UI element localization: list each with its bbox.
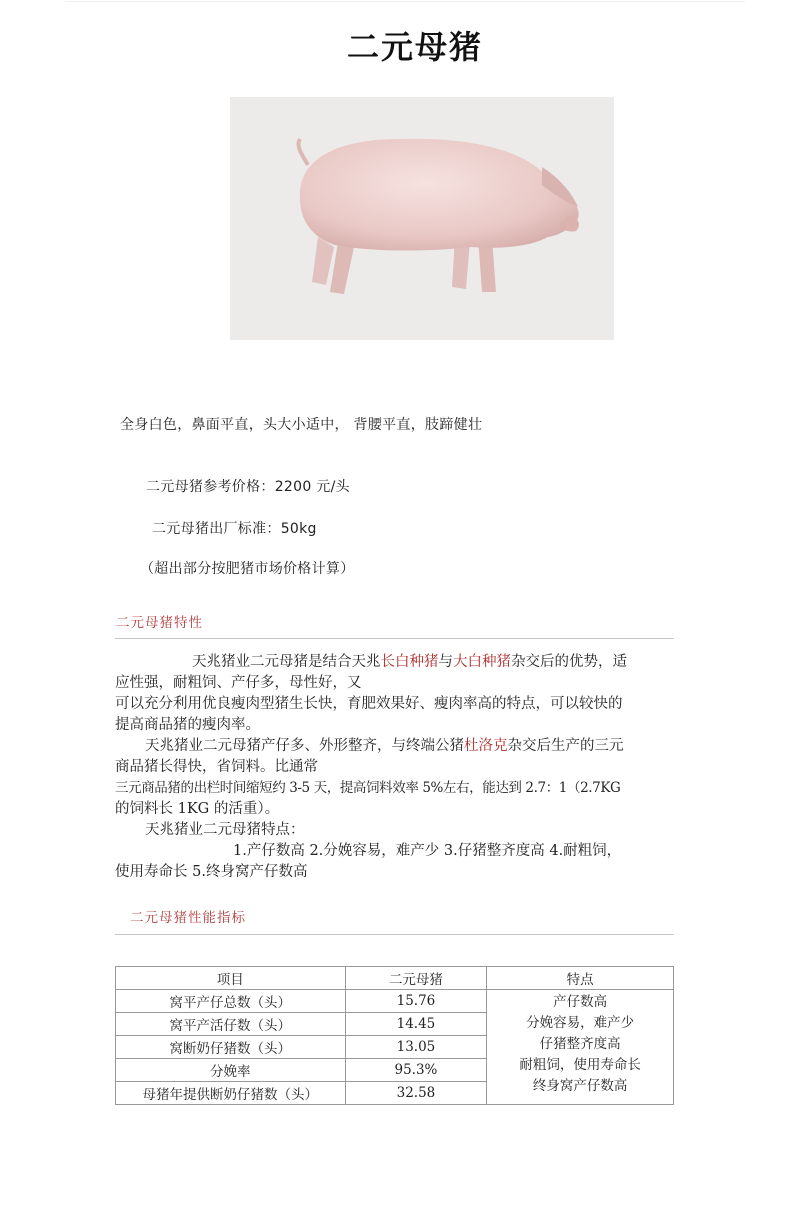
table-cell-item: 母猪年提供断奶仔猪数（头） <box>116 1082 346 1105</box>
performance-table <box>115 966 674 1105</box>
text-line: 应性强，耐粗饲、产仔多，母性好，又 <box>115 675 362 691</box>
pig-illustration <box>230 97 614 340</box>
text-line: 三元商品猪的出栏时间缩短约 3-5 天，提高饲料效率 5%左右，能达到 2.7：1（2.7KG <box>115 780 621 796</box>
pig-photo <box>230 97 614 340</box>
text-line: 天兆猪业二元母猪产仔多、外形整齐，与终端公猪杜洛克杂交后生产的三元 <box>145 738 624 754</box>
section-divider <box>115 638 674 639</box>
table-header: 项目 <box>116 967 346 990</box>
features-text: 全身白色，鼻面平直，头大小适中， 背腰平直，肢蹄健壮 <box>120 417 483 433</box>
text-line: 天兆猪业二元母猪特点： <box>145 822 305 838</box>
text-line: 的饲料长 1KG 的活重）。 <box>115 801 280 817</box>
table-header-row <box>116 967 674 990</box>
feature-line: 终身窝产仔数高 <box>532 1078 628 1094</box>
table-cell-item: 窝断奶仔猪数（头） <box>116 1036 346 1059</box>
table-cell-value: 15.76 <box>345 990 487 1013</box>
highlight-duroc: 杜洛克 <box>464 738 508 754</box>
section-divider <box>115 934 674 935</box>
text-line: 商品猪长得快，省饲料。比通常 <box>115 759 318 775</box>
text-line: 1.产仔数高 2.分娩容易，难产少 3.仔猪整齐度高 4.耐粗饲， <box>233 843 622 859</box>
table-cell-item: 分娩率 <box>116 1059 346 1082</box>
feature-line: 耐粗饲，使用寿命长 <box>519 1057 641 1073</box>
table-cell-value: 95.3% <box>345 1059 487 1082</box>
text-line: 提高商品猪的瘦肉率。 <box>115 717 260 733</box>
table-header: 二元母猪 <box>345 967 487 990</box>
feature-line: 仔猪整齐度高 <box>539 1036 621 1052</box>
table-cell-value: 13.05 <box>345 1036 487 1059</box>
section-title-traits: 二元母猪特性 <box>116 615 203 631</box>
highlight-landrace: 长白种猪 <box>380 654 439 670</box>
top-divider <box>65 1 745 2</box>
feature-line: 产仔数高 <box>553 994 608 1010</box>
highlight-yorkshire: 大白种猪 <box>453 654 511 670</box>
table-cell-item: 窝平产仔总数（头） <box>116 990 346 1013</box>
table-row <box>116 990 674 1013</box>
feature-line: 分娩容易，难产少 <box>526 1015 635 1031</box>
text-line: 使用寿命长 5.终身窝产仔数高 <box>115 864 308 880</box>
price-text: 二元母猪参考价格：2200 元/头 <box>146 479 350 495</box>
table-header: 特点 <box>487 967 674 990</box>
text-line: 可以充分利用优良瘦肉型猪生长快，育肥效果好、瘦肉率高的特点，可以较快的 <box>115 696 623 712</box>
table-cell-value: 14.45 <box>345 1013 487 1036</box>
traits-body <box>115 652 680 883</box>
standard-text: 二元母猪出厂标准：50kg <box>152 521 317 537</box>
page-title: 二元母猪 <box>346 28 483 66</box>
note-text: （超出部分按肥猪市场价格计算） <box>140 561 355 577</box>
table-cell-item: 窝平产活仔数（头） <box>116 1013 346 1036</box>
text-line: 天兆猪业二元母猪是结合天兆长白种猪与大白种猪杂交后的优势，适 <box>192 654 627 670</box>
table-cell-value: 32.58 <box>345 1082 487 1105</box>
section-title-performance: 二元母猪性能指标 <box>130 910 246 926</box>
table-cell-features <box>487 990 674 1105</box>
